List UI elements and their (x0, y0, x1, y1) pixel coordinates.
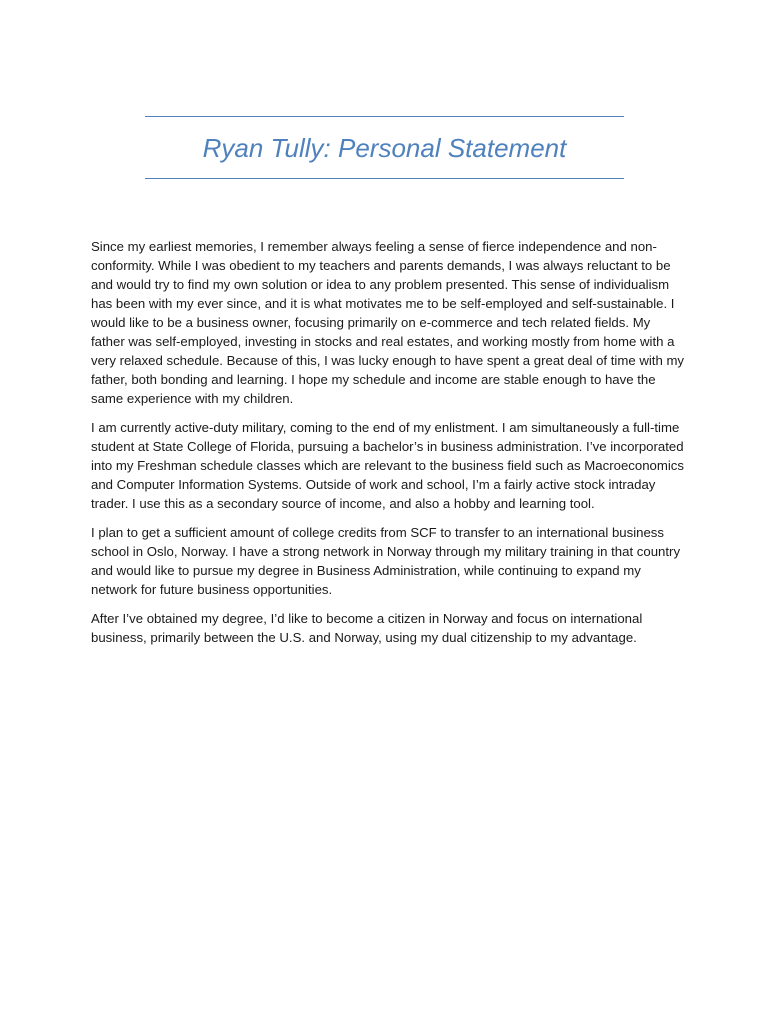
title-bottom-rule (145, 178, 624, 179)
title-top-rule (145, 116, 624, 117)
paragraph: I am currently active-duty military, coming to the end of my enlistment. I am simultaneously a full-time student at State College of Florida, pursuing a bachelor’s in business administration. I’ve incorporated into my Freshman schedule classes which are relevant to the business field such as Macroeconomics and Computer Information Systems. Outside of work and school, I’m a fairly active stock intraday trader. I use this as a secondary source of income, and also a hobby and learning tool. (91, 420, 684, 511)
paragraph: After I’ve obtained my degree, I’d like to become a citizen in Norway and focus on international business, primarily between the U.S. and Norway, using my dual citizenship to my advantage. (91, 611, 643, 645)
statement-body (91, 237, 685, 657)
paragraph: I plan to get a sufficient amount of college credits from SCF to transfer to an international business school in Oslo, Norway. I have a strong network in Norway through my military training in that country and would like to pursue my degree in Business Administration, while continuing to expand my network for future business opportunities. (91, 525, 681, 597)
page-title: Ryan Tully: Personal Statement (202, 133, 567, 163)
paragraph: Since my earliest memories, I remember always feeling a sense of fierce independence and non-conformity. While I was obedient to my teachers and parents demands, I was always reluctant to be and would try to find my own solution or idea to any problem presented. This sense of individualism has been with my ever since, and it is what motivates me to be self-employed and self-sustainable. I would like to be a business owner, focusing primarily on e-commerce and tech related fields. My father was self-employed, investing in stocks and real estates, and working mostly from home with a very relaxed schedule. Because of this, I was lucky enough to have spent a great deal of time with my father, both bonding and learning. I hope my schedule and income are stable enough to have the same experience with my children. (91, 239, 685, 406)
